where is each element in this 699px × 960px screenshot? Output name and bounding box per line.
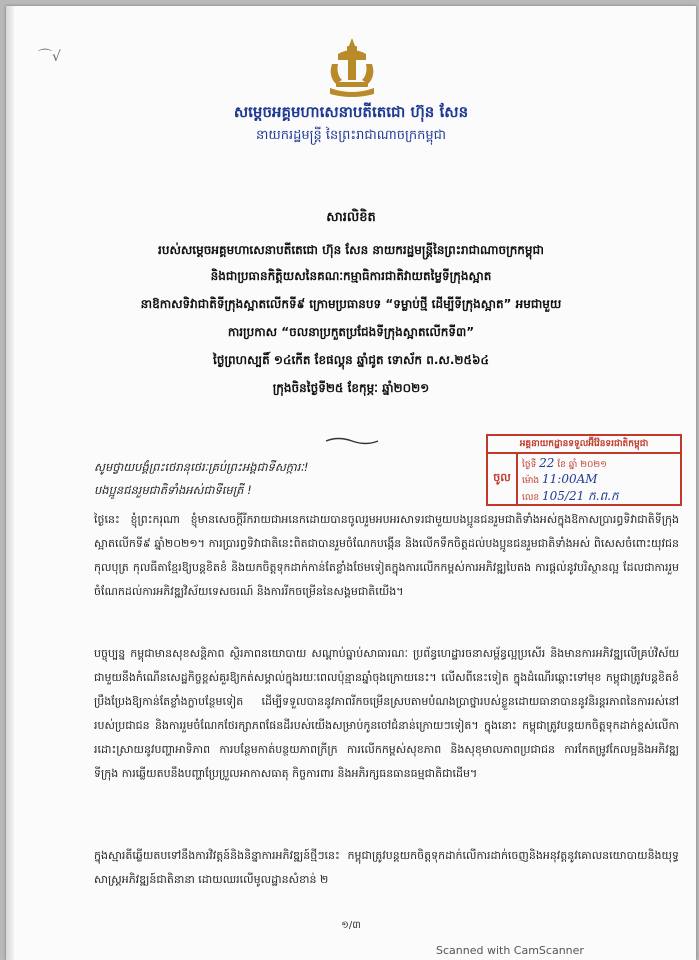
page-number: ១/៣ xyxy=(341,920,361,931)
stamp-time-value: 11:00AM xyxy=(542,472,598,486)
salutation-line-1: សូមថ្វាយបង្គំព្រះថេរានុថេរៈគ្រប់ព្រះអង្គជាទីសក្ការៈ! xyxy=(94,460,309,474)
stamp-date-row xyxy=(522,456,607,472)
salutation xyxy=(94,456,514,502)
paragraph-3: ក្នុងស្មារតីឆ្លើយតបទៅនឹងការវិវត្តន៍និងនិន្នាការអភិវឌ្ឍន៍ថ្មីៗនេះ កម្ពុជាត្រូវបន្តយកចិត្តទុកដាក់លើការដាក់ចេញនិងអនុវត្តនូវគោលនយោបាយនិងយុទ្ធសាស្ត្រអភិវឌ្ឍន៍ជាតិនានា ដោយឈរលើមូលដ្ឋានសំខាន់ ២ xyxy=(94,849,679,886)
header-name-line: សម្តេចអគ្គមហាសេនាបតីតេជោ ហ៊ុន សែន xyxy=(233,103,469,121)
stamp-time-row xyxy=(522,472,598,488)
paragraph-2: បច្ចុប្បន្ន កម្ពុជាមានសុខសន្តិភាព ស្ថិរភាពនយោបាយ សណ្តាប់ធ្នាប់សាធារណៈ ប្រព័ន្ធហេដ្ឋារចនាសម្ព័ន្ធល្អប្រសើរ និងមានការអភិវឌ្ឍលើគ្រប់វិស័យ ជាមួយនឹងកំណើនសេដ្ឋកិច្ចខ្ពស់គួរឱ្យកត់សម្គាល់ក្នុងរយៈពេលប៉ុន្មានឆ្នាំចុងក្រោយនេះ។ លើសពីនេះទៀត ក្នុងដំណើរឆ្ពោះទៅមុខ កម្ពុជាត្រូវបន្តខិតខំប្រឹងប្រែងឱ្យកាន់តែខ្លាំងក្លាបន្ថែមទៀត ដើម្បីទទួលបាននូវភាពរីកចម្រើនស្របតាមបំណងប្រាថ្នារបស់ខ្លួនដោយធានាបាននូវនិរន្តរភាពនៃការរស់នៅរបស់ប្រជាជន និងការរួមចំណែកថែរក្សាភពផែនដីរបស់យើងសម្រាប់កូនចៅជំនាន់ក្រោយៗទៀត។ ក្នុងនោះ កម្ពុជាត្រូវបន្តយកចិត្តទុកដាក់ខ្ពស់លើការដោះស្រាយនូវបញ្ហាអាទិភាព ការបន្ថែមកាត់បន្ថយភាពក្រីក្រ ការលើកកម្ពស់សុខភាព និងសុខុមាលភាពប្រជាជន ការកែតម្រូវកែលម្អនិងអភិវឌ្ឍទីក្រុង ការឆ្លើយតបនឹងបញ្ហាប្រែប្រួលអាកាសធាតុ កិច្ចការពារ និងអភិរក្សធនធានធម្មជាតិជាដើម។ xyxy=(94,647,679,780)
document-page xyxy=(6,6,696,960)
divider-ornament-icon xyxy=(324,436,380,446)
scanner-watermark: Scanned with CamScanner xyxy=(436,944,584,957)
title-line-3: នាឱកាសទិវាជាតិទីក្រុងស្អាតលើកទី៩ ក្រោមប្រធានបទ “ទម្លាប់ថ្មី ដើម្បីទីក្រុងស្អាត” អមជាមួយ xyxy=(140,297,562,311)
document-title: សារលិខិត xyxy=(326,210,376,225)
header-position-line: នាយករដ្ឋមន្ត្រី នៃព្រះរាជាណាចក្រកម្ពុជា xyxy=(256,128,446,143)
handwritten-corner-mark: ⌒√ xyxy=(38,49,61,65)
stamp-entry-label: ចូល xyxy=(488,454,518,504)
stamp-number-row xyxy=(522,488,619,506)
stamp-time-label: ម៉ោង xyxy=(522,476,540,486)
stamp-header: អគ្គនាយកដ្ឋានទទួលអ៊ីវ៉ែនទរជាតិកម្ពុជា xyxy=(488,436,680,454)
stamp-date-rest: ខែ ឆ្នាំ ២០២១ xyxy=(557,460,607,470)
paragraph-1: ថ្ងៃនេះ ខ្ញុំព្រះករុណា ខ្ញុំមានសេចក្តីរីករាយជាអនេកដោយបានចូលរួមអបអរសាទរជាមួយបងប្អូនជនរួមជាតិទាំងអស់ក្នុងឱកាសប្រារព្ធទិវាជាតិទីក្រុងស្អាតលើកទី៩ ឆ្នាំ២០២១។ ការប្រារព្ធទិវាជាតិនេះពិតជាបានរួមចំណែកបង្កើន និងលើកទឹកចិត្តដល់បងប្អូនជនរួមជាតិទាំងអស់ ពិសេសចំពោះយុវជន កុលបុត្រ កុលធីតាខ្មែរឱ្យបន្តខិតខំ និងយកចិត្តទុកដាក់កាន់តែខ្លាំងថែមទៀតក្នុងការលើកកម្ពស់ការអភិវឌ្ឍបៃតង ការផ្តល់នូវបរិស្ថានល្អ ដែលជាការរួមចំណែកដល់ការអភិវឌ្ឍវិស័យទេសចរណ៍ និងការរីកចម្រើននៃសង្គមជាតិយើង។ xyxy=(94,513,679,598)
stamp-number-label: លេខ xyxy=(522,493,540,503)
title-line-1: របស់សម្តេចអគ្គមហាសេនាបតីតេជោ ហ៊ុន សែន នាយករដ្ឋមន្ត្រីនៃព្រះរាជាណាចក្រកម្ពុជា xyxy=(158,243,544,257)
title-line-5: ថ្ងៃព្រហស្បតិ៍ ១៤កើត ខែផល្គុន ឆ្នាំជូត ទោស័ក ព.ស.២៥៦៤ xyxy=(213,353,489,367)
title-line-6: ក្រុងចិនថ្ងៃទី២៥ ខែកុម្ភៈ ឆ្នាំ២០២១ xyxy=(272,381,430,395)
salutation-line-2: បងប្អូនជនរួមជាតិទាំងអស់ជាទីមេត្រី ! xyxy=(94,483,252,497)
title-line-2: និងជាប្រធានកិត្តិយសនៃគណៈកម្មាធិការជាតិវាយតម្លៃទីក្រុងស្អាត xyxy=(210,269,492,283)
stamp-number-value: 105/21 ក.ព.ក xyxy=(542,489,619,503)
page-fold-shadow xyxy=(6,6,14,960)
stamp-date-value: 22 xyxy=(539,456,555,470)
title-line-4: ការប្រកាស “ចលនាប្រកួតប្រជែងទីក្រុងស្អាតលើកទី៣” xyxy=(227,325,475,339)
received-stamp xyxy=(486,434,682,506)
stamp-date-label: ថ្ងៃទី xyxy=(522,460,537,470)
royal-seal-icon xyxy=(324,36,380,100)
